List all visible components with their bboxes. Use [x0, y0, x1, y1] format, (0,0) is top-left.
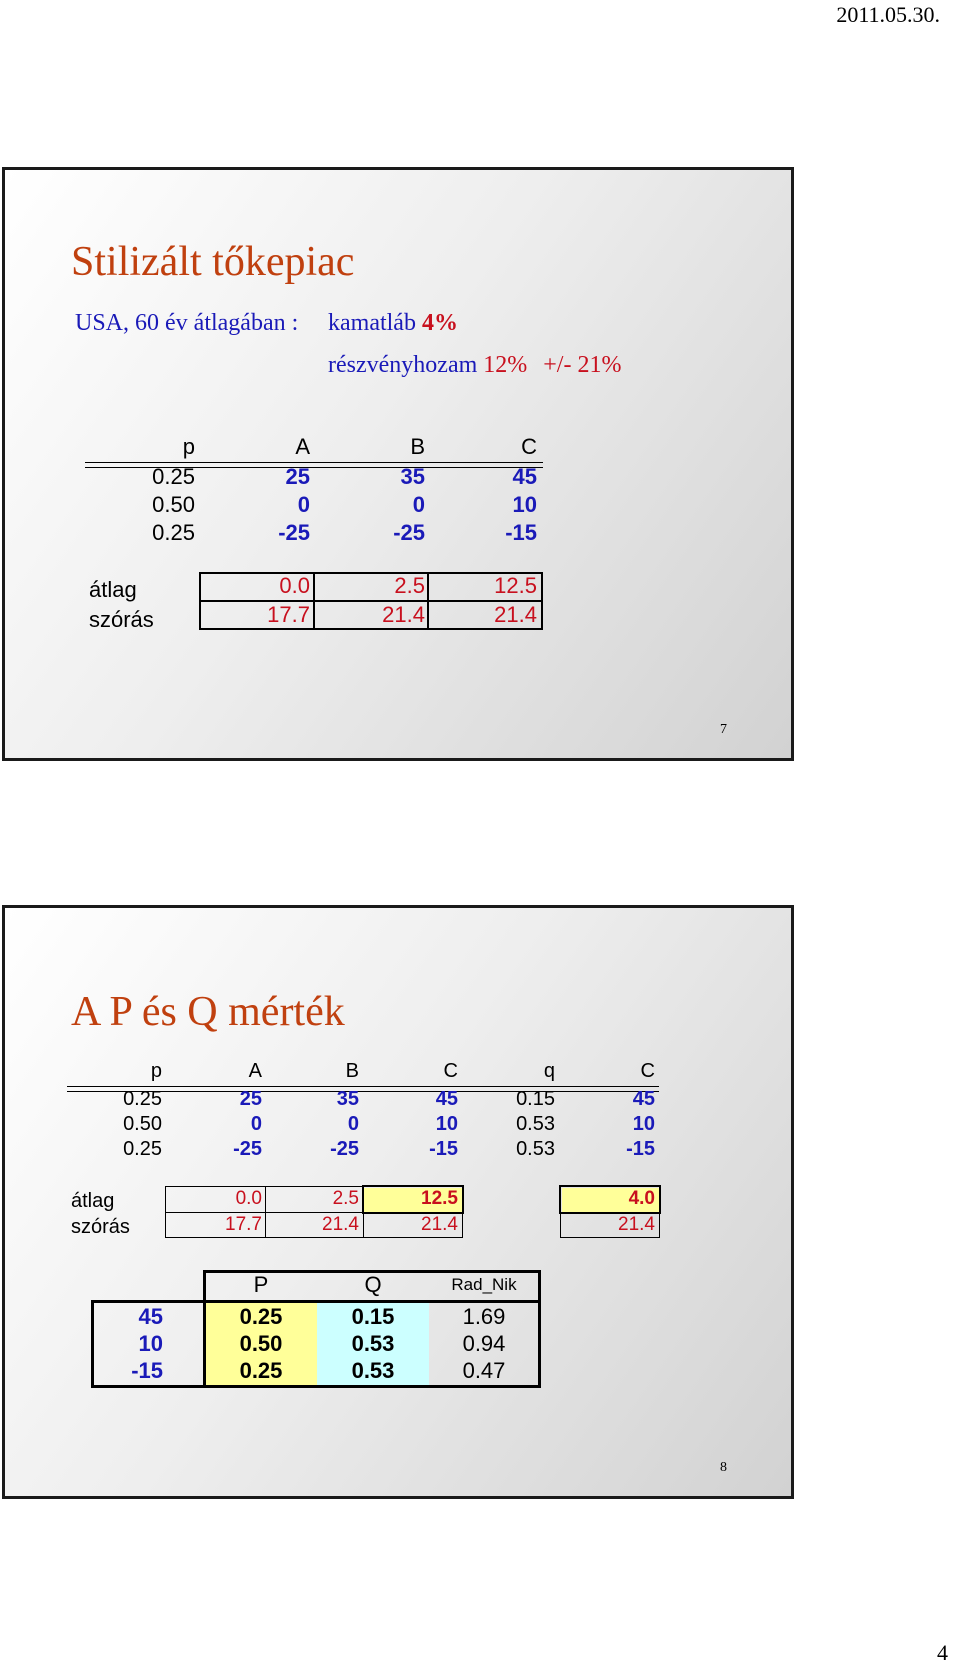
col-header-c: C	[443, 1060, 458, 1082]
pq-cell-value: 45	[138, 1304, 163, 1329]
header-rule-top	[67, 1086, 659, 1087]
cell-c: -15	[505, 520, 537, 545]
col-header-a: A	[248, 1060, 262, 1082]
cell-b: -25	[330, 1138, 359, 1160]
stock-return-value: 12%	[483, 352, 528, 378]
slide-number: 8	[720, 1460, 727, 1475]
cell-a: 25	[239, 1088, 262, 1110]
mean-a: 0.0	[235, 1188, 262, 1209]
cell-a: 0	[250, 1113, 262, 1135]
mean-b: 2.5	[332, 1188, 359, 1209]
pq-cell-q: 0.15	[351, 1304, 395, 1329]
slide-title: Stilizált tőkepiac	[71, 239, 355, 285]
pq-cell-radnik: 1.69	[462, 1304, 506, 1329]
sd-label: szórás	[89, 607, 154, 632]
sd-b: 21.4	[382, 602, 425, 627]
pq-cell-q: 0.53	[351, 1358, 395, 1383]
cell-a: -25	[278, 520, 310, 545]
col-header-q: q	[543, 1060, 555, 1082]
pq-cell-p: 0.25	[239, 1304, 283, 1329]
usa-label: USA, 60 év átlagában :	[75, 310, 299, 336]
cell-p: 0.25	[123, 1138, 162, 1160]
cell-p: 0.50	[152, 492, 195, 517]
cell-c2: 10	[632, 1113, 655, 1135]
sd-b: 21.4	[322, 1214, 359, 1235]
mean-b: 2.5	[394, 573, 425, 598]
col-header-c: C	[521, 434, 537, 459]
stock-return-range: +/- 21%	[543, 352, 622, 378]
pq-cell-radnik: 0.94	[462, 1331, 506, 1356]
cell-a: -25	[233, 1138, 262, 1160]
pq-cell-p: 0.50	[239, 1331, 283, 1356]
mean-a: 0.0	[279, 573, 310, 598]
cell-p: 0.25	[152, 464, 195, 489]
mean-c2: 4.0	[628, 1188, 655, 1209]
pq-cell-value: -15	[131, 1358, 163, 1383]
slide-8	[2, 905, 794, 1499]
pq-cell-q: 0.53	[351, 1331, 395, 1356]
pq-cell-radnik: 0.47	[462, 1358, 506, 1383]
col-header-p: p	[182, 434, 195, 459]
interest-rate-text: kamatláb	[328, 310, 416, 336]
stock-return-text: részvényhozam	[328, 352, 478, 378]
cell-a: 0	[297, 492, 310, 517]
cell-b: 0	[347, 1113, 359, 1135]
pq-header-q: Q	[364, 1272, 382, 1297]
interest-rate-value: 4%	[421, 310, 458, 336]
cell-a: 25	[285, 464, 310, 489]
slide-7	[2, 167, 794, 761]
cell-p: 0.25	[152, 520, 195, 545]
col-header-p: p	[150, 1060, 162, 1082]
cell-c: 10	[512, 492, 537, 517]
interest-rate-line	[328, 310, 458, 337]
cell-q: 0.53	[516, 1138, 555, 1160]
mean-c: 12.5	[421, 1188, 458, 1209]
page-number: 4	[937, 1640, 948, 1665]
cell-b: 0	[412, 492, 425, 517]
cell-q: 0.15	[516, 1088, 555, 1110]
cell-c: 45	[512, 464, 537, 489]
stock-return-line	[328, 352, 621, 379]
cell-c: 10	[435, 1113, 458, 1135]
stats-col-divider	[313, 572, 315, 630]
cell-q: 0.53	[516, 1113, 555, 1135]
stats-col-divider	[265, 1186, 266, 1238]
cell-c: -15	[429, 1138, 458, 1160]
pq-header-p: P	[253, 1272, 269, 1297]
cell-b: -25	[393, 520, 425, 545]
mean-label: átlag	[71, 1190, 115, 1212]
header-rule-top	[85, 462, 543, 463]
header-date: 2011.05.30.	[836, 2, 940, 27]
pq-cell-value: 10	[138, 1331, 163, 1356]
sd-c: 21.4	[421, 1214, 458, 1235]
stats-col-divider	[427, 572, 429, 630]
sd-label: szórás	[71, 1216, 130, 1238]
col-header-c2: C	[640, 1060, 655, 1082]
cell-b: 35	[400, 464, 425, 489]
sd-a: 17.7	[267, 602, 310, 627]
cell-p: 0.25	[123, 1088, 162, 1110]
cell-b: 35	[336, 1088, 359, 1110]
mean-c: 12.5	[494, 573, 537, 598]
pq-header-radnik: Rad_Nik	[451, 1275, 517, 1294]
col-header-b: B	[345, 1060, 359, 1082]
slide-number: 7	[720, 722, 727, 737]
slide-title: A P és Q mérték	[71, 989, 345, 1035]
pq-cell-p: 0.25	[239, 1358, 283, 1383]
sd-a: 17.7	[225, 1214, 262, 1235]
cell-p: 0.50	[123, 1113, 162, 1135]
cell-c2: 45	[632, 1088, 655, 1110]
cell-c: 45	[435, 1088, 458, 1110]
col-header-a: A	[295, 434, 310, 459]
cell-c2: -15	[626, 1138, 655, 1160]
sd-c: 21.4	[494, 602, 537, 627]
sd-c2: 21.4	[618, 1214, 655, 1235]
mean-label: átlag	[89, 577, 137, 602]
col-header-b: B	[410, 434, 425, 459]
